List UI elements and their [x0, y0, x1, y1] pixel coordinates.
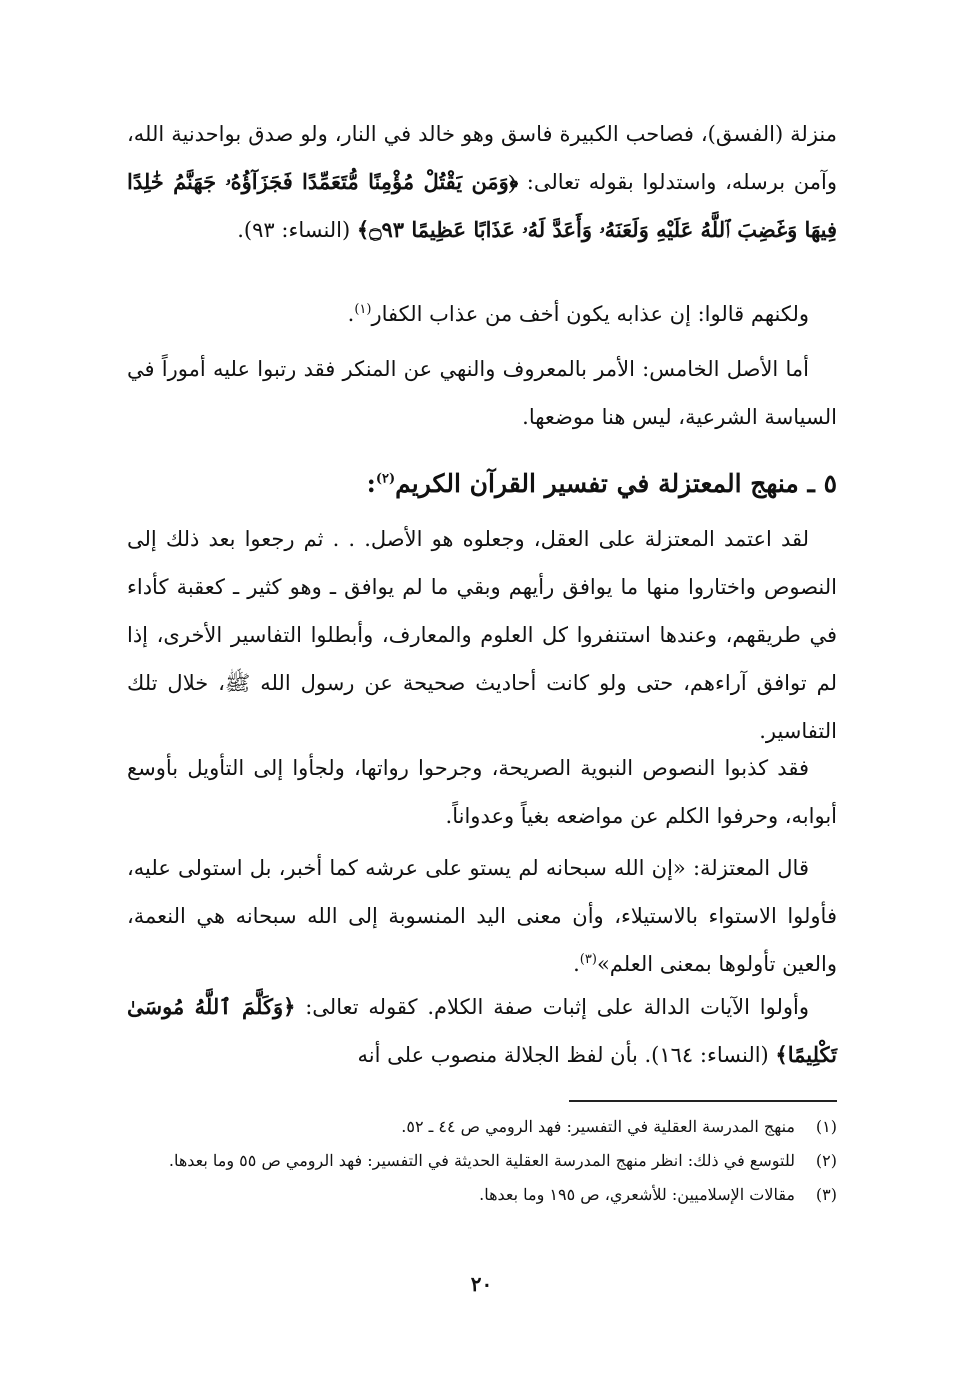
paragraph-istiwa: قال المعتزلة: «إن الله سبحانه لم يستو على عرشه كما أخبر، بل استولى عليه، فأولوا الاستواء بالاستيلاء، وأن معنى اليد المنسوبة إلى الله سبحانه هي النعمة، والعين تأولوها بمعنى العلم»$^{(٣)}$.: [127, 856, 837, 976]
footnotes: [127, 1112, 837, 1214]
verse-citation: (النساء: ٩٣).: [237, 218, 357, 242]
quran-verse: ﴿وَكَلَّمَ ٱللَّهُ مُوسَىٰ تَكْلِيمًا﴾: [127, 994, 837, 1067]
paragraph-text: أما الأصل الخامس: الأمر بالمعروف والنهي عن المنكر فقد رتبوا عليه أموراً في السياسة الشرعية، ليس هنا موضعها.: [127, 357, 837, 429]
paragraph-punishment: ولكنهم قالوا: إن عذابه يكون أخف من عذاب الكفار$^{(١)}$.: [347, 302, 809, 326]
paragraph-fisq: [127, 110, 837, 254]
footnote-item: [127, 1180, 837, 1210]
paragraph-text: لقد اعتمد المعتزلة على العقل، وجعلوه هو الأصل. . . ثم رجعوا بعد ذلك إلى النصوص واختاروا منها ما يوافق رأيهم وبقي ما لم يوافق ـ وهو كثير ـ كعقبة كأداء في طريقهم، وعندها استنفروا كل العلوم والمعارف، وأبطلوا التفاسير الأخرى، إذا لم توافق آراءهم، حتى ولو كانت أحاديث صحيحة عن رسول الله ﷺ، خلال تلك التفاسير.: [127, 527, 837, 743]
footnote-ref-3[interactable]: (٣): [579, 952, 597, 967]
footnote-ref-2[interactable]: (٢): [375, 471, 396, 487]
paragraph-text: وأولوا الآيات الدالة على إثبات صفة الكلام. كقوله تعالى:: [295, 995, 809, 1019]
footnote-text: مقالات الإسلاميين: للأشعري، ص ١٩٥ وما بعدها.: [479, 1185, 795, 1204]
quran-verse: ﴿وَمَن يَقْتُلْ مُؤْمِنًا مُّتَعَمِّدًا فَجَزَآؤُهُۥ جَهَنَّمُ خَٰلِدًا فِيهَا وَغَضِبَ ٱللَّهُ عَلَيْهِ وَلَعَنَهُۥ وَأَعَدَّ لَهُۥ عَذَابًا عَظِيمًا ۝٩٣﴾: [127, 169, 837, 242]
footnote-text: منهج المدرسة العقلية في التفسير: فهد الرومي ص ٤٤ ـ ٥٢.: [401, 1117, 795, 1136]
footnote-number: (١): [815, 1117, 837, 1136]
footnote-divider: [569, 1100, 837, 1102]
paragraph-text: منزلة (الفسق)، فصاحب الكبيرة فاسق وهو خالد في النار، ولو صدق بواحدنية الله، وآمن برسله، واستدلوا بقوله تعالى:: [127, 122, 837, 194]
paragraph-text: (النساء: ١٦٤). بأن لفظ الجلالة منصوب على أنه: [357, 1043, 776, 1067]
heading-text: ٥ ـ منهج المعتزلة في تفسير القرآن الكريم: [395, 469, 837, 498]
paragraph-reason: [127, 515, 837, 755]
paragraph-text: ولكنهم قالوا: إن عذابه يكون أخف من عذاب الكفار: [371, 302, 809, 326]
footnote-text: للتوسع في ذلك: انظر منهج المدرسة العقلية الحديثة في التفسير: فهد الرومي ص ٥٥ وما بعدها.: [168, 1151, 795, 1170]
section-heading: ٥ ـ منهج المعتزلة في تفسير القرآن الكريم$^{(٢)}$:: [366, 469, 837, 498]
paragraph-text: قال المعتزلة: «إن الله سبحانه لم يستو على عرشه كما أخبر، بل استولى عليه، فأولوا الاستواء بالاستيلاء، وأن معنى اليد المنسوبة إلى الله سبحانه هي النعمة، والعين تأولوها بمعنى العلم»: [127, 856, 837, 976]
paragraph-text: فقد كذبوا النصوص النبوية الصريحة، وجرحوا رواتها، ولجأوا إلى التأويل بأوسع أبوابه، وحرفوا الكلم عن مواضعه بغياً وعدواناً.: [127, 756, 837, 828]
footnote-item: [127, 1112, 837, 1142]
footnote-item: [127, 1146, 837, 1176]
paragraph-denial: [127, 744, 837, 840]
page-number: ٢٠: [470, 1272, 493, 1296]
paragraph-speech-attribute: [127, 983, 837, 1079]
footnote-number: (٢): [815, 1151, 837, 1170]
footnote-ref-1[interactable]: (١): [354, 302, 372, 317]
footnote-number: (٣): [815, 1185, 837, 1204]
paragraph-fifth-principle: [127, 345, 837, 441]
